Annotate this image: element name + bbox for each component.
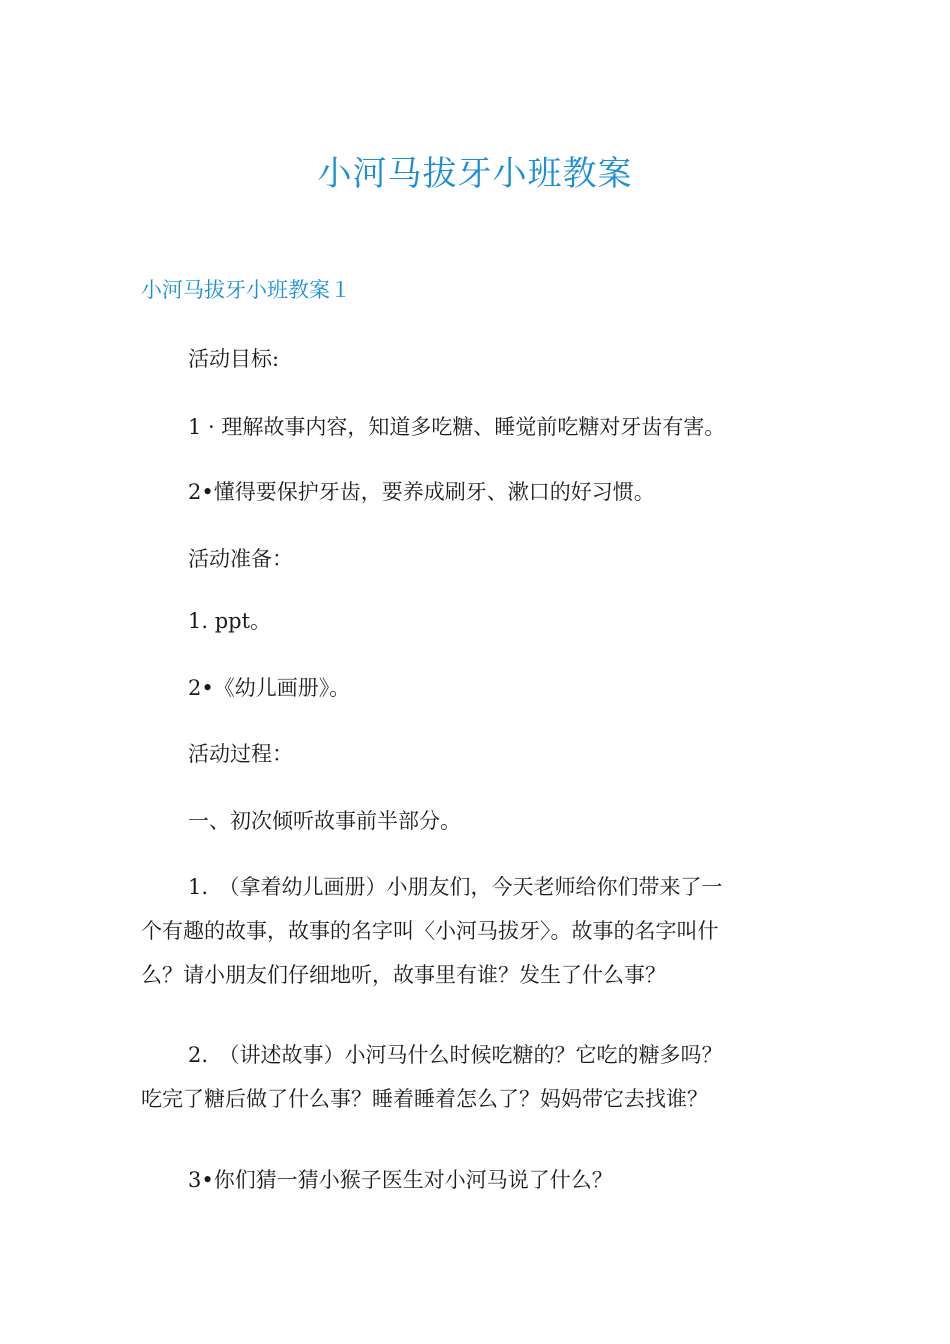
paragraph-line: 么？请小朋友们仔细地听，故事里有谁？发生了什么事？ bbox=[141, 963, 666, 987]
paragraph-prep-2 bbox=[141, 666, 811, 710]
paragraph-line: 2•《幼儿画册》。 bbox=[188, 676, 351, 700]
paragraph-goal-1 bbox=[141, 405, 811, 449]
paragraph-line: 活动目标: bbox=[188, 347, 280, 371]
paragraph-activity-prep bbox=[141, 537, 811, 581]
paragraph-line: 活动准备： bbox=[188, 547, 293, 571]
paragraph-line: 1. ppt。 bbox=[188, 609, 272, 633]
paragraph-step-1 bbox=[141, 865, 811, 997]
document-title: 小河马拔牙小班教案 bbox=[317, 154, 633, 194]
paragraph-step-one bbox=[141, 799, 811, 843]
paragraph-line: 1 · 理解故事内容，知道多吃糖、睡觉前吃糖对牙齿有害。 bbox=[188, 415, 726, 439]
paragraph-prep-1 bbox=[141, 599, 811, 643]
paragraph-line: 个有趣的故事，故事的名字叫〈小河马拔牙〉。故事的名字叫什 bbox=[141, 919, 719, 943]
paragraph-step-2 bbox=[141, 1033, 811, 1121]
section-heading: 小河马拔牙小班教案１ bbox=[141, 278, 351, 302]
paragraph-line: 活动过程： bbox=[188, 742, 293, 766]
paragraph-step-3 bbox=[141, 1158, 811, 1202]
paragraph-line: 3•你们猜一猜小猴子医生对小河马说了什么？ bbox=[188, 1168, 613, 1192]
paragraph-activity-process bbox=[141, 732, 811, 776]
paragraph-line: 一、初次倾听故事前半部分。 bbox=[188, 809, 461, 833]
paragraph-line: 吃完了糖后做了什么事？睡着睡着怎么了？妈妈带它去找谁？ bbox=[141, 1087, 708, 1111]
paragraph-activity-goals bbox=[141, 337, 811, 381]
paragraph-line: 2. （讲述故事）小河马什么时候吃糖的？它吃的糖多吗？ bbox=[188, 1043, 723, 1067]
paragraph-line: 2•懂得要保护牙齿，要养成刷牙、漱口的好习惯。 bbox=[188, 480, 655, 504]
paragraph-goal-2 bbox=[141, 470, 811, 514]
paragraph-line: 1. （拿着幼儿画册）小朋友们，今天老师给你们带来了一 bbox=[188, 875, 723, 899]
